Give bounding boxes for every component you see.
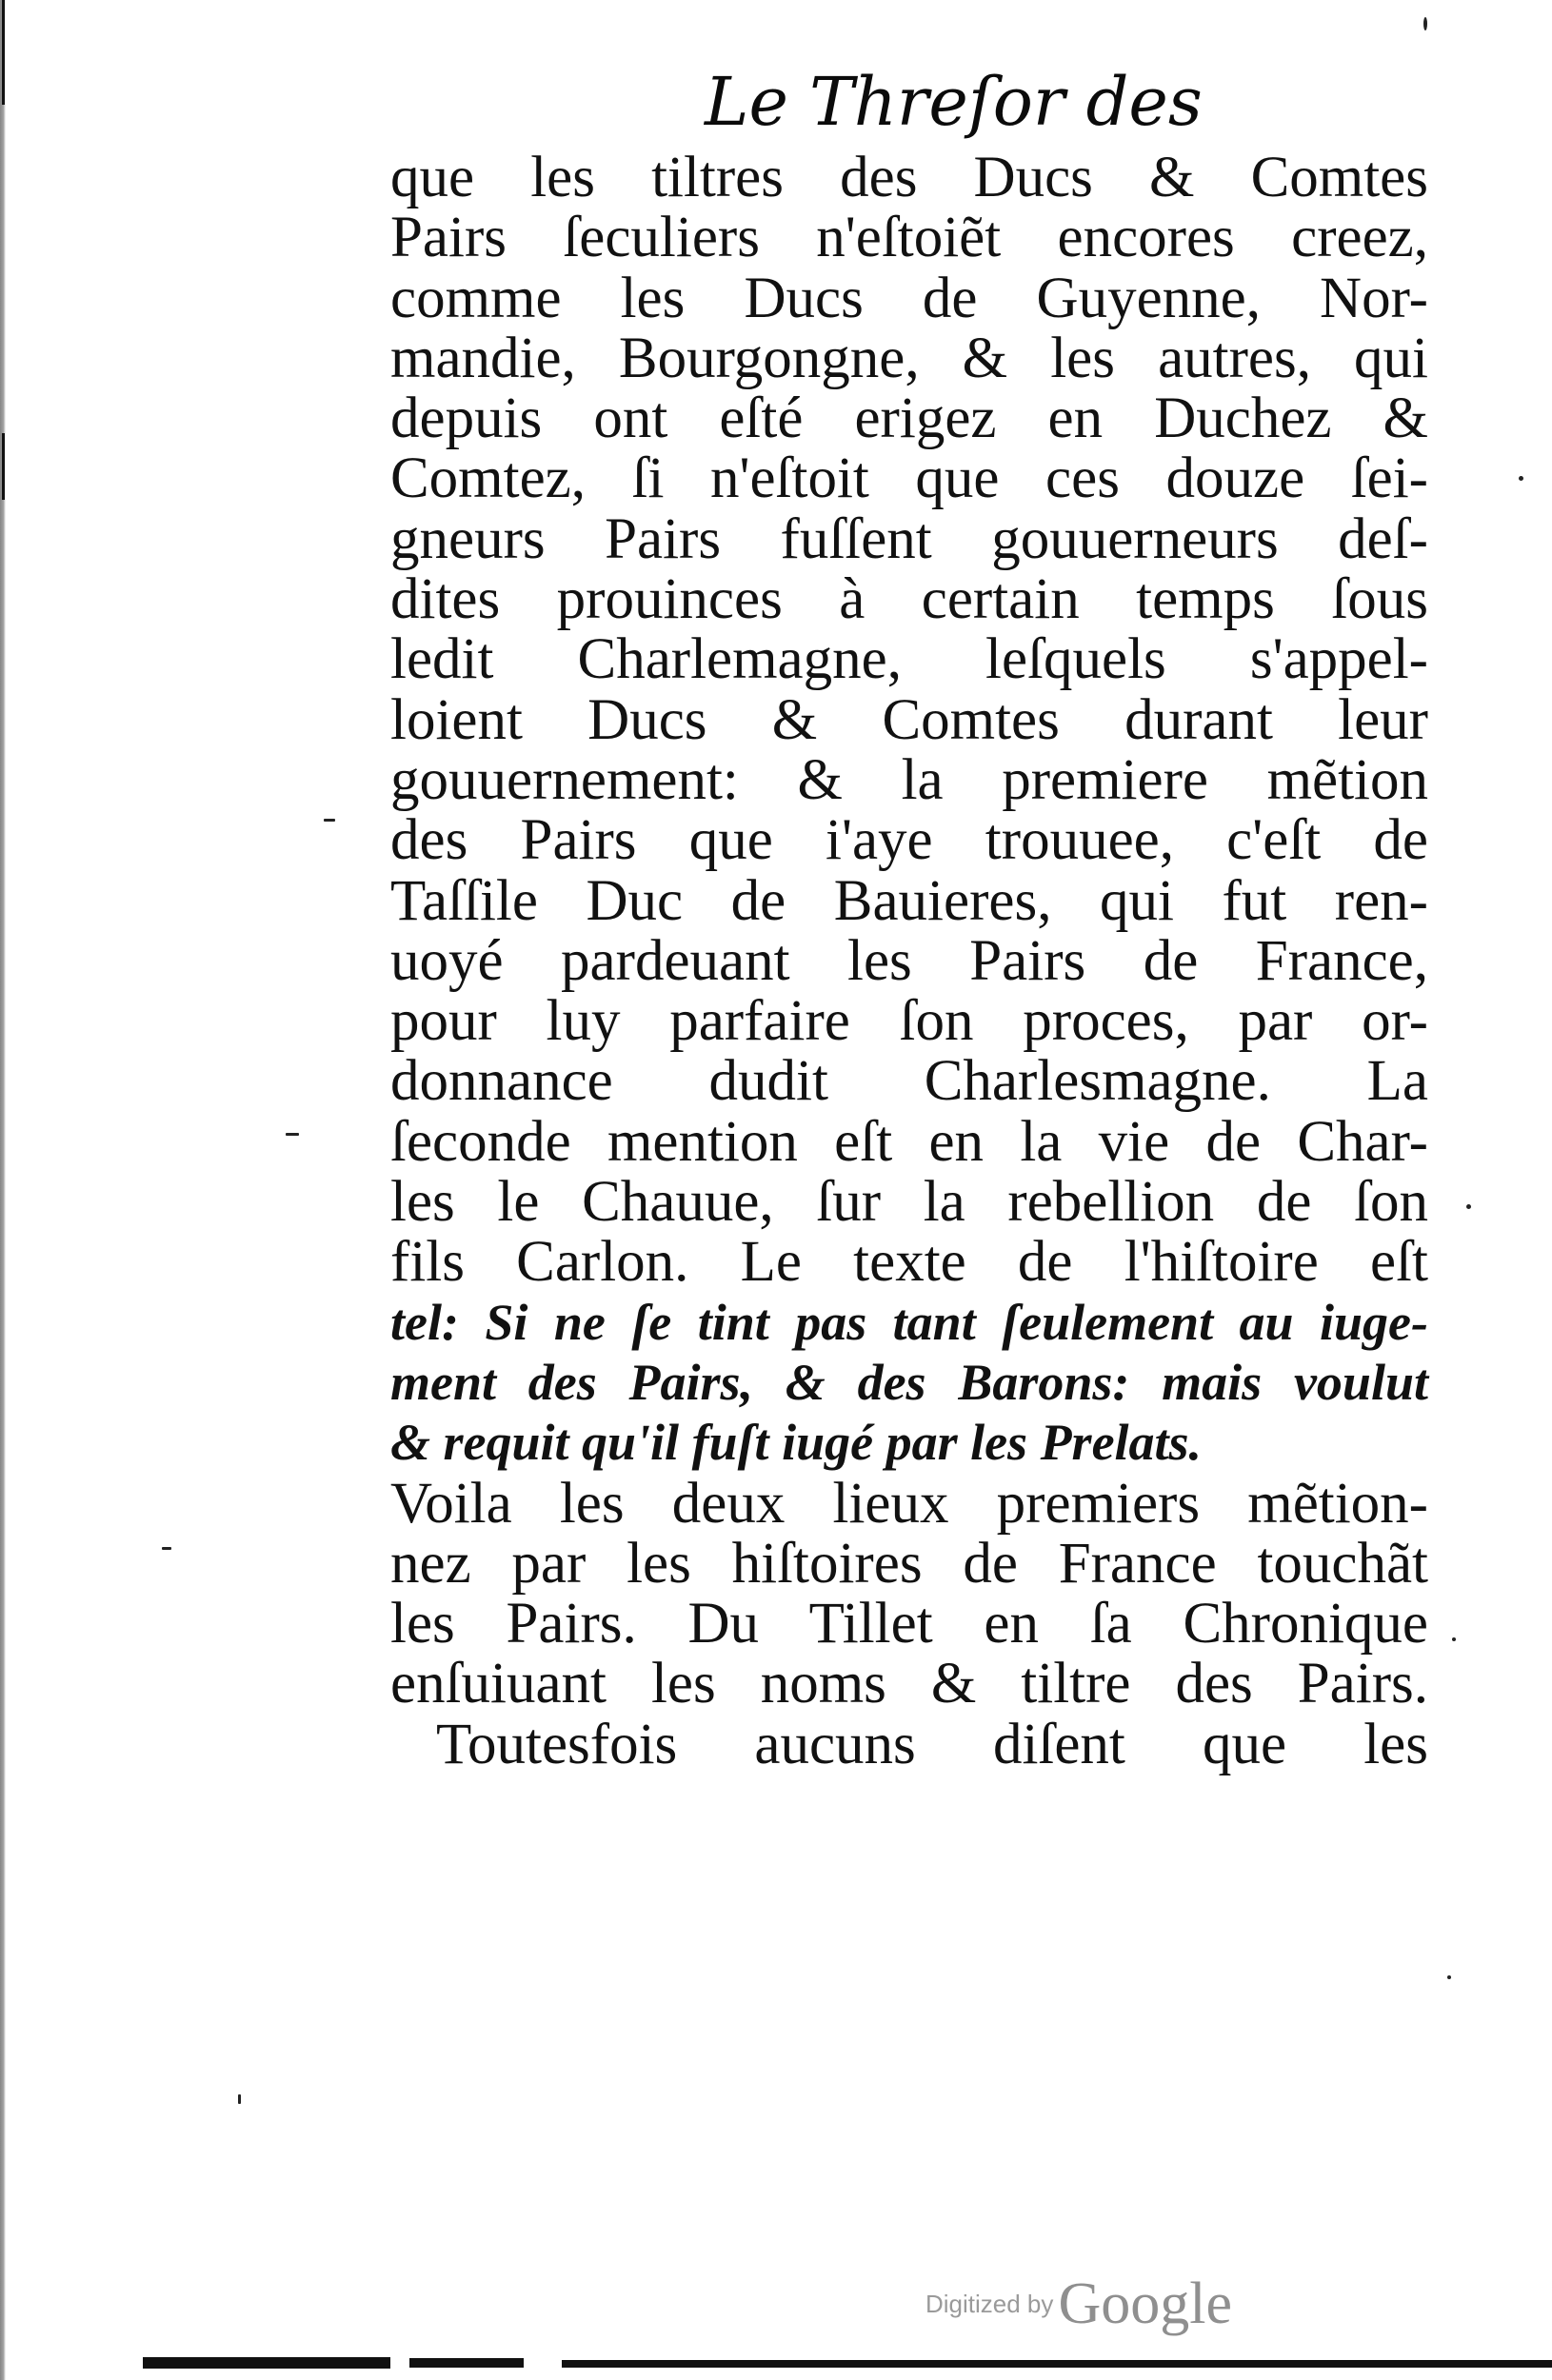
text-line: Taſſile Duc de Bauieres, qui fut ren- <box>390 868 1428 933</box>
watermark-prefix: Digitized by <box>925 2290 1054 2318</box>
text-line: Comtez, ſi n'eſtoit que ces douze ſei- <box>390 446 1428 511</box>
text-line: dites prouinces à certain temps ſous <box>390 567 1428 632</box>
quotation-line: & requit qu'il fuſt iugé par les Prelats. <box>390 1414 1203 1472</box>
paper-speck <box>238 2094 241 2104</box>
paper-speck <box>1447 1975 1451 1979</box>
edge-segment <box>562 2360 1552 2368</box>
edge-segment <box>143 2357 390 2369</box>
page-bottom-edge <box>143 2350 1552 2372</box>
text-line: ledit Charlemagne, leſquels s'appel- <box>390 627 1428 692</box>
google-logo: Google <box>1058 2271 1233 2336</box>
paper-speck <box>324 819 335 822</box>
text-line: nez par les hiſtoires de France touchãt <box>390 1531 1428 1596</box>
paper-speck <box>1423 17 1427 30</box>
text-line: Toutesfois aucuns diſent que les <box>436 1712 1428 1776</box>
text-line: pour luy parfaire ſon proces, par or- <box>390 989 1428 1054</box>
text-line: gneurs Pairs fuſſent gouuerneurs deſ- <box>390 506 1428 571</box>
text-line: ſeconde mention eſt en la vie de Char- <box>390 1109 1428 1174</box>
paper-speck <box>162 1547 171 1550</box>
text-line: gouuernement: & la premiere mẽtion <box>390 747 1428 812</box>
text-line: enſuiuant les noms & tiltre des Pairs. <box>390 1652 1428 1716</box>
text-line: mandie, Bourgongne, & les autres, qui <box>390 326 1428 390</box>
running-header: Le Threſor des <box>705 63 1203 141</box>
paper-speck <box>1519 476 1523 481</box>
text-line: uoyé pardeuant les Pairs de France, <box>390 928 1428 993</box>
paper-speck <box>1466 1204 1471 1209</box>
paper-speck <box>1452 1637 1456 1641</box>
text-line: loient Ducs & Comtes durant leur <box>390 687 1428 752</box>
text-line: depuis ont eſté erigez en Duchez & <box>390 387 1428 451</box>
quotation-line: ment des Pairs, & des Barons: mais voulut <box>390 1353 1428 1411</box>
digitization-watermark <box>925 2271 1232 2338</box>
text-line: fils Carlon. Le texte de l'hiſtoire eſt <box>390 1230 1428 1295</box>
text-line: des Pairs que i'aye trouuee, c'eſt de <box>390 808 1428 873</box>
text-line: comme les Ducs de Guyenne, Nor- <box>390 266 1428 330</box>
binding-mark <box>2 433 5 500</box>
text-line: les Pairs. Du Tillet en ſa Chronique <box>390 1592 1428 1656</box>
text-line: Pairs ſeculiers n'eſtoiẽt encores creez, <box>390 206 1428 270</box>
page-edge-shadow <box>0 0 6 2380</box>
edge-segment <box>409 2358 524 2368</box>
quotation-line: tel: Si ne ſe tint pas tant ſeulement au iuge- <box>390 1293 1428 1351</box>
binding-mark <box>2 0 5 105</box>
text-line: que les tiltres des Ducs & Comtes <box>390 146 1428 209</box>
text-line: Voila les deux lieux premiers mẽtion- <box>390 1471 1428 1536</box>
paper-speck <box>286 1133 299 1136</box>
text-line: donnance dudit Charlesmagne. La <box>390 1049 1428 1114</box>
body-text <box>390 148 1428 1775</box>
text-line: les le Chauue, ſur la rebellion de ſon <box>390 1170 1428 1235</box>
